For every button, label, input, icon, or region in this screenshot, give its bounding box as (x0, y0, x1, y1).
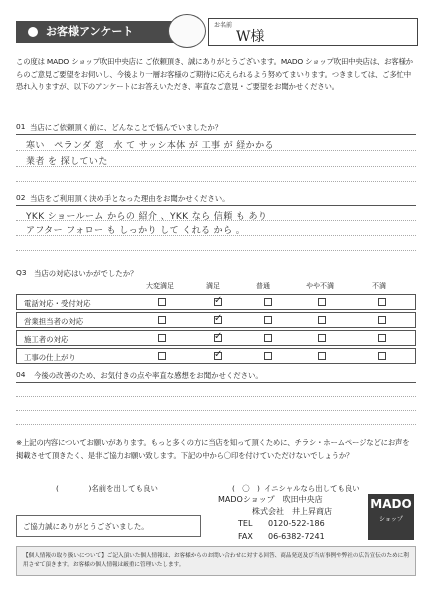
q1-question: 当店にご依頼頂く前に、どんなことで悩んでいましたか？ (30, 123, 223, 132)
q3-checkbox[interactable] (318, 334, 326, 342)
q3-checkbox[interactable] (214, 298, 222, 306)
q3-checkbox[interactable] (378, 334, 386, 342)
q3-row-label: 施工者の対応 (24, 335, 69, 344)
q4-divider (16, 382, 416, 383)
privacy-notice: 【個人情報の取り扱いについて】ご記入頂いた個人情報は、お客様からのお問い合わせに対する回答、商品発送及び当店事例や弊社の広告宣伝のために利用させて頂きます。お客様の個人情報は厳重に管理いたします。 (16, 546, 416, 576)
q3-header-unsatisfied: 不満 (372, 282, 386, 290)
q1-number: 01 (16, 122, 26, 131)
intro-text: この度は MADO ショップ吹田中央店に ご依頼頂き、誠にありがとうございます。MADO ショップ吹田中央店は、お客様からのご意見ご要望をお伺いし、今後より一層お客様のご期待に応えられるよう努めてまいります。つきましては、ご多忙中恐れ入りますが、以下のアンケートにお答えいただき、率直なご意見・ご要望をお聞かせください。 (16, 57, 413, 91)
q3-checkbox[interactable] (318, 298, 326, 306)
q3-checkbox[interactable] (378, 352, 386, 360)
q4-dotted-line (16, 424, 416, 425)
name-value: W様 (236, 29, 265, 45)
logo-subtext: ショップ (379, 516, 403, 523)
q3-checkbox[interactable] (158, 352, 166, 360)
q1-dotted-line (16, 166, 416, 167)
q3-checkbox[interactable] (318, 352, 326, 360)
q3-header-very-satisfied: 大変満足 (146, 282, 174, 290)
company-name: 株式会社 井上昇商店 (252, 507, 332, 516)
logo-text: MADO (370, 497, 412, 511)
tel-number: 0120-522-186 (268, 519, 325, 528)
q2-number: 02 (16, 193, 26, 202)
q3-checkbox[interactable] (318, 316, 326, 324)
q3-checkbox[interactable] (158, 298, 166, 306)
q1-answer-line2: 業者 を 探していた (26, 157, 108, 167)
q4-dotted-line (16, 410, 416, 411)
shop-name: MADOショップ 吹田中央店 (218, 495, 323, 504)
q3-question: 当店の対応はいかがでしたか？ (34, 269, 138, 278)
q4-question: 今後の改善のため、お気付きの点や率直な感想をお聞かせください。 (34, 371, 263, 380)
q3-header-slightly-unsatisfied: やや不満 (306, 282, 334, 290)
q3-number: Q3 (16, 268, 27, 277)
q3-checkbox[interactable] (158, 316, 166, 324)
q3-header-satisfied: 満足 (206, 282, 220, 290)
mascot-icon (168, 14, 206, 48)
q2-dotted-line (16, 235, 416, 236)
q3-checkbox[interactable] (214, 334, 222, 342)
q2-answer-line1: YKK ショールーム からの 紹介 、YKK なら 信頼 も あり (26, 212, 268, 222)
option-initial-ok[interactable]: イニシャルなら出しても良い (264, 484, 360, 493)
q3-checkbox[interactable] (214, 352, 222, 360)
q3-row-label: 工事の仕上がり (24, 353, 76, 362)
q1-dotted-line (16, 181, 416, 182)
q1-dotted-line (16, 150, 416, 151)
q3-row-label: 営業担当者の対応 (24, 317, 84, 326)
survey-title: お客様アンケート (16, 21, 176, 43)
q3-checkbox[interactable] (214, 316, 222, 324)
q4-number: 04 (16, 370, 26, 379)
q3-checkbox[interactable] (378, 298, 386, 306)
fax-number: 06-6382-7241 (268, 532, 325, 541)
q3-checkbox[interactable] (378, 316, 386, 324)
q3-header-normal: 普通 (256, 282, 270, 290)
q3-checkbox[interactable] (264, 316, 272, 324)
q3-row-label: 電話対応・受付対応 (24, 299, 91, 308)
name-label: お名前 (214, 22, 233, 29)
tel-label: TEL (238, 519, 253, 528)
q3-checkbox[interactable] (264, 352, 272, 360)
q1-divider (16, 134, 416, 135)
q2-answer-line2: アフター フォロー も しっかり して くれる から 。 (26, 226, 246, 236)
option-name-ok[interactable]: ( )名前を出しても良い (56, 484, 158, 493)
thanks-box: ご協力誠にありがとうございました。 (16, 515, 201, 537)
q3-checkbox[interactable] (264, 298, 272, 306)
q2-dotted-line (16, 250, 416, 251)
q2-question: 当店をご利用頂く決め手となった理由をお聞かせください。 (30, 194, 230, 203)
q3-checkbox[interactable] (158, 334, 166, 342)
q1-answer-line1: 寒い ペランダ 窓 水 て サッシ本体 が 工事 が 経かかる (26, 141, 274, 151)
q4-dotted-line (16, 396, 416, 397)
q3-checkbox[interactable] (264, 334, 272, 342)
option-initial-mark[interactable]: ( 〇 ) (232, 484, 260, 493)
q2-divider (16, 205, 416, 206)
q2-dotted-line (16, 220, 416, 221)
mado-logo (368, 494, 414, 540)
footer-request-text: ※上記の内容についてお願いがあります。もっと多くの方に当店を知って頂くために、チラシ・ホームページなどにお声を掲載させて頂きたく、是非ご協力お願い致します。下記の中から〇印を付けていただけないでしょうか？ (16, 438, 410, 460)
fax-label: FAX (238, 532, 253, 541)
